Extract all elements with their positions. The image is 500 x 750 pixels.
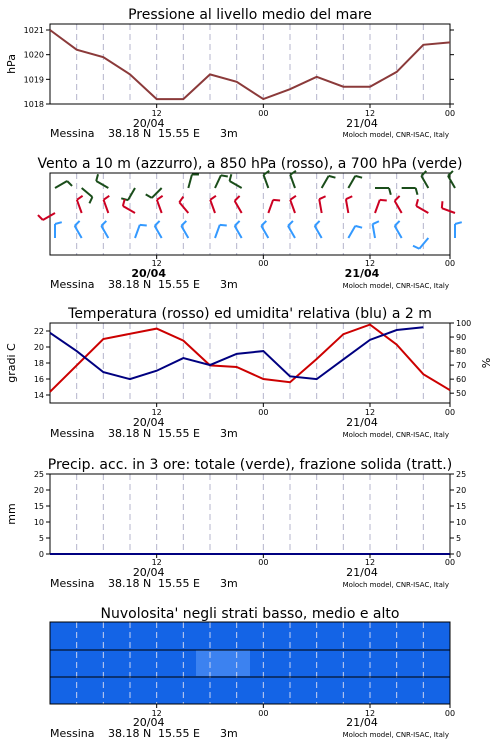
date-label: 21/04 — [344, 267, 380, 280]
wind-barb — [346, 196, 352, 213]
time-hour-label: 12 — [151, 408, 162, 417]
location-name: Messina — [50, 727, 95, 740]
wind-barb-flag — [319, 196, 325, 199]
wind-barb-shaft — [395, 226, 402, 238]
wind-barb — [215, 175, 228, 188]
date-label: 20/04 — [131, 267, 166, 280]
location-alt: 3m — [220, 427, 238, 440]
wind-panel — [37, 156, 462, 255]
wind-barb-shaft — [96, 181, 108, 188]
wind-barb-flag — [355, 226, 362, 228]
time-hour-label: 00 — [444, 709, 456, 718]
precip-tick-label-right: 25 — [456, 470, 467, 479]
wind-barb — [135, 225, 147, 238]
wind-barb — [230, 174, 242, 188]
wind-barb-flag — [389, 188, 391, 195]
date-label: 20/04 — [132, 716, 165, 729]
precip-tick-label: 20 — [33, 486, 44, 495]
rh-tick-label: 50 — [456, 389, 467, 399]
wind-barb — [395, 221, 402, 238]
wind-barb-shaft — [75, 226, 82, 238]
wind-barb — [448, 171, 455, 188]
wind-barb — [319, 196, 325, 213]
wind-barb-shaft — [210, 200, 215, 213]
wind-barb — [75, 221, 82, 238]
clouds-title: Nuvolosita' negli strati basso, medio e alto — [100, 606, 400, 622]
precip-tick-label-right: 0 — [456, 550, 462, 559]
location-lat: 38.18 N — [108, 577, 152, 590]
model-credit: Moloch model, CNR-ISAC, Italy — [342, 731, 449, 739]
wind-barb-shaft — [395, 201, 402, 213]
location-alt: 3m — [220, 727, 238, 740]
wind-barb — [155, 221, 162, 238]
temp-tick-label: 18 — [33, 359, 44, 368]
wind-barb-shaft — [123, 206, 135, 213]
rh-y-ticks — [450, 319, 471, 398]
wind-barb-shaft — [104, 200, 109, 213]
wind-barb-flag — [413, 246, 419, 249]
time-hour-label: 00 — [444, 558, 456, 567]
precip-tick-label: 0 — [38, 550, 44, 559]
wind-barb-flag — [140, 225, 147, 226]
wind-barb-shaft — [215, 225, 220, 238]
wind-barb-flag — [67, 181, 72, 186]
time-axis-1 — [50, 104, 455, 140]
wind-barb-flag — [416, 199, 418, 206]
wind-barb-shaft — [346, 199, 348, 213]
time-hour-label: 00 — [258, 408, 269, 417]
wind-barb — [123, 199, 135, 213]
wind-barb-shaft — [43, 213, 55, 220]
wind-barb-flag — [77, 196, 83, 200]
wind-barb-flag — [89, 197, 92, 203]
wind-barb-flag — [38, 215, 43, 220]
wind-title: Vento a 10 m (azzurro), a 850 hPa (rosso), a 700 hPa (verde) — [37, 156, 463, 172]
date-label: 21/04 — [346, 117, 378, 130]
wind-barb-flag — [329, 176, 336, 178]
wind-barb-flag — [346, 196, 352, 199]
wind-barb-shaft — [188, 174, 192, 188]
clouds-light-cell — [196, 650, 250, 676]
wind-barb — [146, 188, 162, 198]
wind-barb-shaft — [419, 238, 428, 249]
wind-barb-shaft — [448, 176, 455, 188]
wind-barb-flag — [210, 196, 216, 200]
time-hour-label: 12 — [151, 109, 162, 118]
date-label: 21/04 — [346, 416, 378, 429]
location-name: Messina — [50, 427, 95, 440]
wind-barb — [290, 196, 296, 213]
wind-barb — [315, 221, 322, 238]
time-hour-label: 00 — [444, 259, 456, 268]
wind-barb-flag — [290, 196, 296, 200]
time-hour-label: 12 — [364, 558, 376, 567]
time-hour-label: 12 — [364, 259, 376, 268]
wind-barb — [104, 196, 110, 213]
wind-barb — [416, 199, 428, 213]
wind-barb-shaft — [157, 200, 162, 213]
wind-barb-shaft — [290, 200, 295, 213]
wind-barb — [413, 238, 428, 249]
wind-barb-shaft — [261, 226, 268, 238]
pressure-tick-label: 1018 — [23, 100, 44, 109]
location-lon: 15.55 E — [158, 727, 200, 740]
time-hour-label: 12 — [364, 408, 376, 417]
rh-ylabel: % — [480, 357, 493, 369]
wind-barb-flag — [442, 201, 443, 208]
location-alt: 3m — [220, 577, 238, 590]
wind-plot-frame — [50, 173, 450, 255]
wind-barb-shaft — [135, 225, 140, 238]
pressure-title: Pressione al livello medio del mare — [128, 7, 372, 23]
wind-grid — [77, 173, 424, 255]
location-lat: 38.18 N — [108, 127, 152, 140]
pressure-tick-label: 1021 — [23, 26, 44, 35]
location-lon: 15.55 E — [158, 127, 200, 140]
wind-barb — [55, 181, 72, 188]
temp-rh-plot-frame — [50, 323, 450, 403]
wind-barb-flag — [157, 196, 163, 200]
date-label: 21/04 — [346, 566, 378, 579]
precip-tick-label-right: 20 — [456, 486, 467, 495]
wind-barb-shaft — [288, 226, 295, 238]
wind-barb — [235, 196, 242, 213]
precip-tick-label: 15 — [33, 502, 44, 511]
wind-barb — [322, 176, 336, 188]
wind-barb — [38, 213, 55, 220]
precip-tick-label-right: 15 — [456, 502, 467, 511]
wind-barb — [215, 225, 227, 238]
location-alt: 3m — [220, 127, 238, 140]
rh-tick-label: 80 — [456, 347, 467, 357]
time-hour-label: 12 — [364, 109, 376, 118]
wind-barb-flag — [123, 199, 125, 206]
temp-rh-panel — [5, 306, 493, 403]
pressure-tick-label: 1020 — [23, 50, 44, 60]
model-credit: Moloch model, CNR-ISAC, Italy — [342, 431, 449, 439]
location-name: Messina — [50, 127, 95, 140]
model-credit: Moloch model, CNR-ISAC, Italy — [342, 581, 449, 589]
wind-barb — [121, 188, 135, 200]
time-hour-label: 00 — [444, 109, 456, 118]
wind-barb-flag — [416, 188, 418, 195]
wind-barb-shaft — [230, 181, 242, 188]
pressure-panel — [5, 7, 454, 109]
wind-barb — [348, 226, 362, 238]
wind-barb — [235, 221, 242, 238]
temp-ylabel: gradi C — [5, 343, 18, 383]
wind-barb-flag — [373, 221, 379, 224]
time-axis-3 — [50, 403, 455, 440]
wind-barb-flag — [146, 194, 152, 198]
wind-barb-shaft — [375, 200, 380, 213]
precip-tick-label: 5 — [38, 534, 44, 543]
temp-rh-title: Temperatura (rosso) ed umidita' relativa (blu) a 2 m — [68, 306, 432, 322]
wind-barb — [442, 201, 455, 213]
time-hour-label: 00 — [258, 558, 269, 567]
location-name: Messina — [50, 577, 95, 590]
wind-barb — [261, 221, 268, 238]
time-hour-label: 12 — [151, 558, 162, 567]
wind-barb-shaft — [348, 226, 355, 238]
wind-barb — [96, 174, 108, 188]
wind-barb — [288, 221, 295, 238]
temp-tick-label: 16 — [33, 375, 44, 384]
wind-barb-shaft — [179, 202, 188, 213]
time-hour-label: 00 — [258, 259, 269, 268]
wind-barb-shaft — [101, 226, 108, 238]
rh-tick-label: 100 — [456, 319, 472, 328]
wind-barb — [157, 196, 163, 213]
wind-barb-shaft — [348, 176, 355, 188]
wind-barb — [101, 221, 108, 238]
wind-barb-flag — [96, 174, 98, 181]
precip-tick-label-right: 5 — [456, 534, 462, 543]
temp-tick-label: 22 — [33, 327, 44, 336]
location-lat: 38.18 N — [108, 278, 152, 291]
wind-barb — [181, 221, 188, 238]
wind-barb-shaft — [319, 199, 321, 213]
wind-barb-flag — [455, 222, 462, 224]
wind-barb-flag — [179, 197, 183, 203]
precip-title: Precip. acc. in 3 ore: totale (verde), frazione solida (tratt.) — [47, 457, 453, 473]
date-label: 20/04 — [132, 566, 165, 579]
wind-barb-shaft — [235, 201, 242, 213]
precip-grid — [77, 474, 424, 554]
time-axis-2 — [50, 255, 455, 291]
date-label: 20/04 — [132, 416, 165, 429]
wind-barb-shaft — [416, 206, 428, 213]
precip-panel — [5, 457, 466, 559]
wind-barb-flag — [230, 174, 232, 181]
wind-barb — [188, 174, 199, 188]
wind-barb — [179, 197, 188, 213]
wind-barb-flag — [104, 196, 110, 200]
location-lat: 38.18 N — [108, 427, 152, 440]
model-credit: Moloch model, CNR-ISAC, Italy — [342, 131, 449, 139]
location-alt: 3m — [220, 278, 238, 291]
wind-barb-shaft — [82, 188, 93, 197]
wind-barb — [373, 221, 379, 238]
wind-barb-shaft — [264, 175, 269, 188]
pressure-tick-label: 1019 — [23, 75, 44, 85]
wind-barb-flag — [221, 175, 228, 176]
time-hour-label: 00 — [258, 709, 269, 718]
time-axis-4 — [50, 554, 455, 590]
precip-y-ticks — [34, 470, 50, 559]
wind-barb-shaft — [235, 226, 242, 238]
pressure-plot-frame — [50, 24, 450, 104]
wind-barb — [395, 196, 402, 213]
wind-barb-shaft — [215, 175, 221, 188]
wind-barb — [55, 222, 62, 238]
wind-barb — [455, 222, 462, 238]
rh-tick-label: 60 — [456, 375, 467, 385]
wind-barb-flag — [273, 200, 280, 201]
rh-tick-label: 70 — [456, 361, 467, 371]
wind-barb-shaft — [77, 200, 82, 213]
wind-barb — [82, 188, 93, 203]
wind-barb-shaft — [421, 176, 428, 188]
location-lat: 38.18 N — [108, 727, 152, 740]
wind-barb-shaft — [290, 175, 295, 188]
time-hour-label: 12 — [151, 709, 162, 718]
wind-barb — [348, 176, 362, 188]
time-hour-label: 12 — [151, 259, 162, 268]
wind-barb — [77, 196, 83, 213]
wind-barb-shaft — [442, 208, 455, 213]
wind-barb-shaft — [55, 181, 67, 188]
location-name: Messina — [50, 278, 95, 291]
pressure-series-line — [50, 30, 450, 99]
model-credit: Moloch model, CNR-ISAC, Italy — [342, 282, 449, 290]
pressure-y-ticks — [24, 26, 454, 109]
date-label: 21/04 — [346, 716, 378, 729]
wind-barbs — [38, 171, 462, 249]
location-lon: 15.55 E — [158, 278, 200, 291]
temp-tick-label: 14 — [33, 391, 44, 400]
precip-plot-frame — [50, 474, 450, 554]
temp-y-ticks — [34, 327, 50, 400]
time-hour-label: 12 — [364, 709, 376, 718]
pressure-grid — [77, 24, 424, 104]
location-lon: 15.55 E — [158, 577, 200, 590]
wind-barb-shaft — [181, 226, 188, 238]
wind-barb-shaft — [268, 200, 273, 213]
time-hour-label: 00 — [258, 109, 269, 118]
time-hour-label: 00 — [444, 408, 456, 417]
temp-tick-label: 20 — [33, 343, 44, 352]
precip-tick-label: 10 — [33, 518, 44, 527]
pressure-ylabel: hPa — [5, 54, 18, 74]
temperature-series-line — [50, 325, 450, 392]
wind-barb-flag — [380, 200, 387, 201]
wind-barb-shaft — [155, 226, 162, 238]
wind-barb — [375, 188, 391, 195]
wind-barb-flag — [355, 176, 362, 178]
wind-barb — [402, 188, 418, 195]
wind-barb — [375, 200, 387, 213]
wind-barb-shaft — [128, 188, 135, 200]
wind-barb-flag — [55, 222, 62, 224]
wind-barb — [210, 196, 216, 213]
precip-tick-label-right: 10 — [456, 518, 467, 527]
precip-ylabel: mm — [5, 503, 18, 525]
wind-barb-flag — [220, 225, 227, 226]
time-axis-5 — [50, 704, 455, 740]
clouds-panel — [50, 606, 450, 704]
rh-tick-label: 90 — [456, 333, 467, 343]
wind-barb — [268, 200, 280, 213]
location-lon: 15.55 E — [158, 427, 200, 440]
wind-barb-shaft — [315, 226, 322, 238]
date-label: 20/04 — [132, 117, 165, 130]
wind-barb-shaft — [373, 224, 375, 238]
precip-tick-label: 25 — [33, 470, 44, 479]
wind-barb-shaft — [322, 176, 329, 188]
precip-y2-ticks — [450, 470, 466, 559]
